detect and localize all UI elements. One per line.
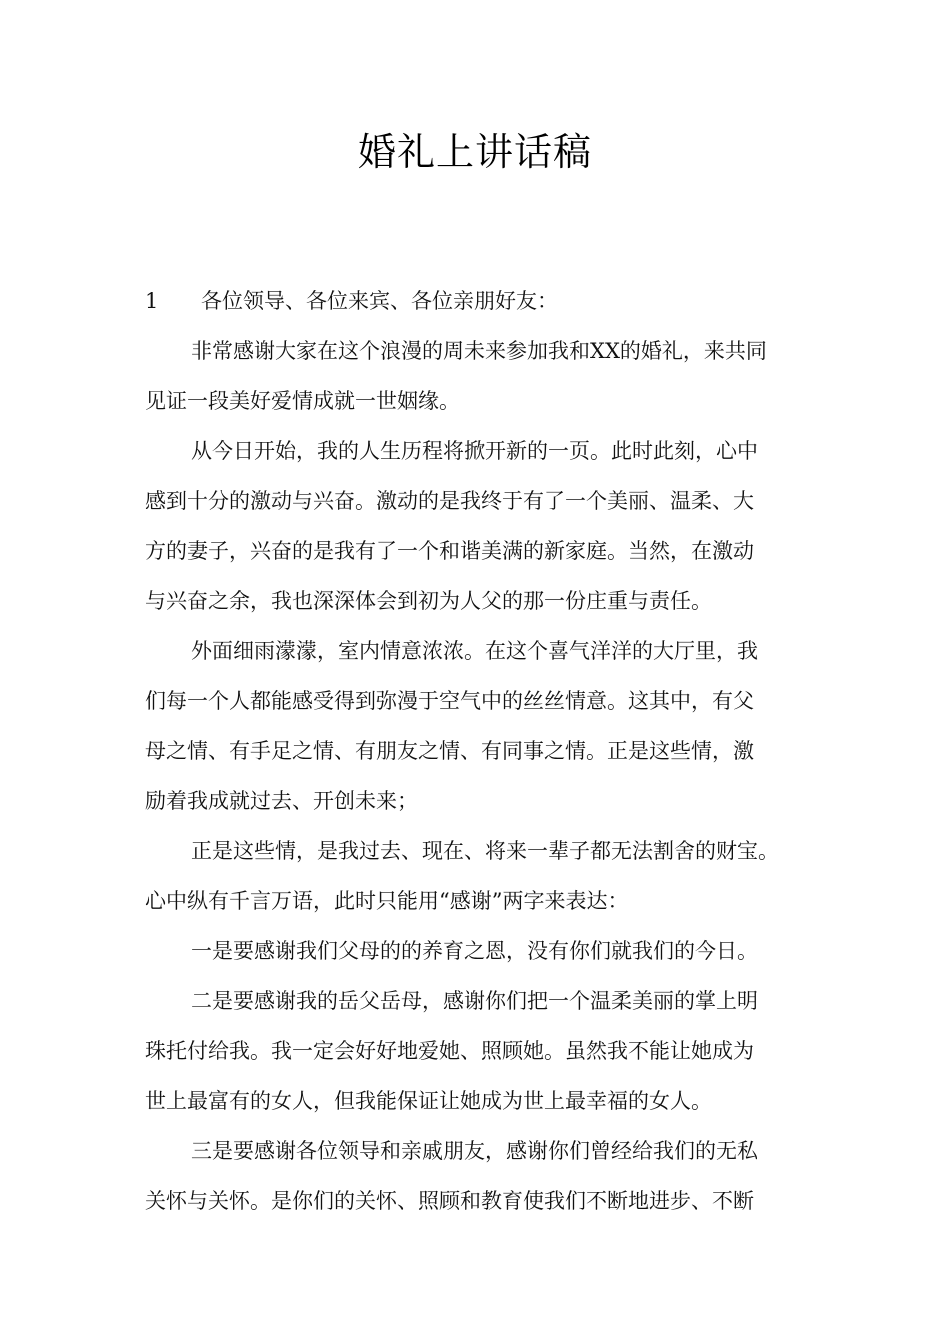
text-line: [145, 526, 825, 576]
text-line: [145, 1176, 825, 1226]
text-line: [145, 726, 825, 776]
line-text: 非常感谢大家在这个浪漫的周未来参加我和XX的婚礼，来共同: [191, 339, 767, 363]
text-line: [145, 1026, 825, 1076]
line-text: 一是要感谢我们父母的的养育之恩，没有你们就我们的今日。: [191, 939, 758, 963]
page-title: 婚礼上讲话稿: [357, 130, 592, 174]
text-line: [145, 676, 825, 726]
line-text: 励着我成就过去、开创未来；: [145, 789, 418, 813]
line-text: 们每一个人都能感受得到弥漫于空气中的丝丝情意。这其中，有父: [145, 689, 754, 713]
text-line: [145, 926, 825, 976]
text-line: [145, 476, 825, 526]
line-text: 世上最富有的女人，但我能保证让她成为世上最幸福的女人。: [145, 1089, 712, 1113]
text-line: [145, 776, 825, 826]
text-line: [145, 376, 825, 426]
line-text: 二是要感谢我的岳父岳母，感谢你们把一个温柔美丽的掌上明: [191, 989, 758, 1013]
text-line: [145, 876, 825, 926]
line-text: 方的妻子，兴奋的是我有了一个和谐美满的新家庭。当然，在激动: [145, 539, 754, 563]
line-text: 从今日开始，我的人生历程将掀开新的一页。此时此刻，心中: [191, 439, 758, 463]
line-text: 外面细雨濛濛，室内情意浓浓。在这个喜气洋洋的大厅里，我: [191, 639, 758, 663]
line-text: 正是这些情，是我过去、现在、将来一辈子都无法割舍的财宝。: [191, 839, 779, 863]
line-text: 见证一段美好爱情成就一世姻缘。: [145, 389, 460, 413]
list-number: 1: [145, 289, 159, 313]
line-text: 关怀与关怀。是你们的关怀、照顾和教育使我们不断地进步、不断: [145, 1189, 754, 1213]
text-line: [145, 626, 825, 676]
line-text: 感到十分的激动与兴奋。激动的是我终于有了一个美丽、温柔、大: [145, 489, 754, 513]
line-text: 母之情、有手足之情、有朋友之情、有同事之情。正是这些情，激: [145, 739, 754, 763]
text-line: [145, 576, 825, 626]
text-line: [145, 976, 825, 1026]
text-line: [145, 426, 825, 476]
document-body: [145, 276, 825, 1226]
line-text: 与兴奋之余，我也深深体会到初为人父的那一份庄重与责任。: [145, 589, 712, 613]
text-line: [145, 326, 825, 376]
text-line: [145, 826, 825, 876]
line-text: 心中纵有千言万语，此时只能用“感谢”两字来表达：: [145, 889, 629, 913]
text-line: [145, 1126, 825, 1176]
line-text: 各位领导、各位来宾、各位亲朋好友：: [201, 289, 558, 313]
text-line: [145, 276, 825, 326]
text-line: [145, 1076, 825, 1126]
line-text: 珠托付给我。我一定会好好地爱她、照顾她。虽然我不能让她成为: [145, 1039, 754, 1063]
line-text: 三是要感谢各位领导和亲戚朋友，感谢你们曾经给我们的无私: [191, 1139, 758, 1163]
